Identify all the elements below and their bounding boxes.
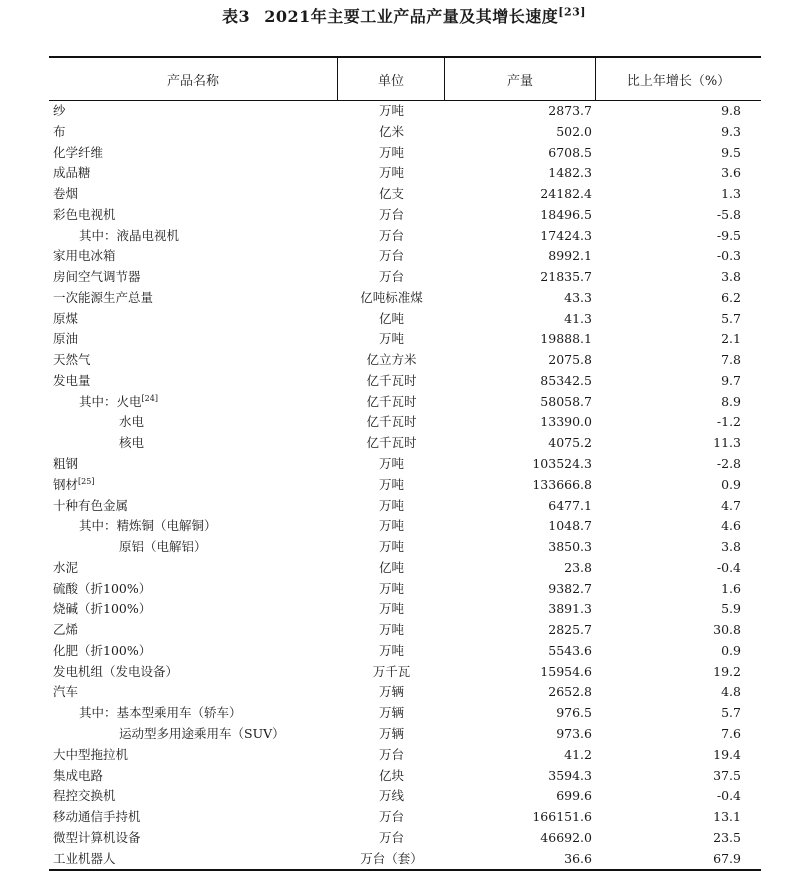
table-row [49,724,761,745]
header-unit: 单位 [338,58,445,100]
product-name: 天然气 [53,352,91,368]
product-name: 卷烟 [53,186,79,202]
product-name-cell [49,786,338,807]
unit-cell: 万千瓦 [372,663,411,679]
unit-cell: 万吨 [378,103,404,118]
product-name: 房间空气调节器 [53,269,141,285]
output-cell: 2825.7 [548,622,592,638]
growth-cell: 7.6 [721,725,741,741]
growth-cell: -0.4 [716,788,741,804]
unit-cell: 万吨 [378,331,404,347]
product-name-cell [49,475,338,496]
growth-cell: -5.8 [716,206,741,222]
table-row [49,163,761,184]
product-name-cell [49,205,338,226]
product-name: 程控交换机 [53,788,116,804]
product-name-cell [49,558,338,579]
table-row [49,766,761,787]
output-cell: 43.3 [564,289,592,305]
product-name-cell [49,496,338,517]
product-name-cell [49,267,338,288]
product-name: 其中：液晶电视机 [79,227,180,243]
product-name-cell [49,454,338,475]
header-growth: 比上年增长（%） [626,73,731,89]
table-row [49,122,761,143]
growth-cell: 7.8 [721,352,741,368]
table-row [49,703,761,724]
table-row [49,184,761,205]
product-name-cell [49,226,338,247]
table-row [49,329,761,350]
output-cell: 18496.5 [540,206,592,222]
table-row [49,599,761,620]
table-title-text: 2021年主要工业产品产量及其增长速度 [264,7,559,26]
output-cell: 1482.3 [548,165,592,181]
product-name: 家用电冰箱 [53,248,116,264]
output-cell: 41.3 [564,310,592,326]
product-name-cell [49,745,338,766]
unit-cell: 万台 [378,809,404,825]
unit-cell: 万吨 [378,165,404,181]
unit-cell: 万台 [378,746,404,762]
growth-cell: 1.3 [721,186,741,202]
product-name-cell [49,849,338,870]
product-name: 微型计算机设备 [53,829,141,845]
unit-cell: 万吨 [378,476,404,492]
growth-cell: 6.2 [721,289,741,305]
output-cell: 17424.3 [540,227,592,243]
table-row [49,371,761,392]
growth-cell: 30.8 [713,622,741,638]
product-name-cell [49,662,338,683]
growth-cell: 11.3 [713,435,741,451]
growth-cell: 8.9 [721,393,741,409]
unit-cell: 万辆 [378,705,404,721]
output-cell: 21835.7 [540,269,592,285]
growth-cell: 0.9 [721,476,741,492]
unit-cell: 亿支 [378,186,404,202]
output-cell: 2652.8 [548,684,592,700]
product-name: 大中型拖拉机 [53,746,129,762]
table-row [49,433,761,454]
product-name: 核电 [119,435,145,451]
product-name-cell [49,537,338,558]
growth-cell: -0.4 [716,559,741,575]
output-cell: 3594.3 [548,767,592,783]
unit-cell: 亿吨 [378,559,404,575]
output-cell: 976.5 [556,705,592,721]
unit-cell: 万台 [378,248,404,264]
table-row [49,101,761,122]
table-row [49,849,761,870]
table-header [49,56,761,101]
output-cell: 19888.1 [540,331,592,347]
table-row [49,309,761,330]
growth-cell: 0.9 [721,642,741,658]
product-name: 布 [53,123,66,139]
output-cell: 85342.5 [540,372,592,388]
title-footnote-ref: [23] [558,5,586,19]
growth-cell: 23.5 [713,829,741,845]
growth-cell: -9.5 [716,227,741,243]
unit-cell: 万台 [378,269,404,285]
output-cell: 36.6 [564,850,592,866]
product-name-cell [49,682,338,703]
product-name-cell [49,350,338,371]
growth-cell: 19.2 [713,663,741,679]
product-name-cell [49,288,338,309]
unit-cell: 亿米 [378,123,404,139]
product-name: 发电机组（发电设备） [53,663,179,679]
growth-cell: 37.5 [713,767,741,783]
unit-cell: 万台 [378,206,404,222]
unit-cell: 亿千瓦时 [366,435,417,451]
table-row [49,662,761,683]
footnote-ref: [24] [141,393,158,403]
unit-cell: 亿千瓦时 [366,372,417,388]
unit-cell: 万辆 [378,684,404,700]
table-title [0,4,808,27]
table-number: 表3 [222,7,251,26]
growth-cell: 4.6 [721,518,741,534]
production-table [49,56,761,871]
growth-cell: 4.7 [721,497,741,513]
growth-cell: -0.3 [716,248,741,264]
unit-cell: 万吨 [378,518,404,534]
table-row [49,246,761,267]
table-row [49,807,761,828]
output-cell: 8992.1 [548,248,592,264]
unit-cell: 万吨 [378,144,404,160]
unit-cell: 万吨 [378,580,404,596]
unit-cell: 亿千瓦时 [366,414,417,430]
product-name: 一次能源生产总量 [53,289,154,305]
product-name-cell [49,433,338,454]
table-row [49,412,761,433]
product-name: 集成电路 [53,767,104,783]
product-name: 运动型多用途乘用车（SUV） [119,725,285,741]
product-name-cell [49,828,338,849]
header-product-name: 产品名称 [49,58,338,100]
growth-cell: -2.8 [716,456,741,472]
unit-cell: 万台 [378,227,404,243]
output-cell: 502.0 [556,123,592,139]
product-name: 硫酸（折100%） [53,580,152,596]
table-row [49,288,761,309]
growth-cell: 13.1 [713,809,741,825]
unit-cell: 万线 [378,788,404,804]
growth-cell: 5.7 [721,310,741,326]
growth-cell: 9.3 [721,123,741,139]
unit-cell: 万台（套） [360,850,423,866]
table-row [49,496,761,517]
output-cell: 24182.4 [540,186,592,202]
product-name: 原油 [53,331,79,347]
product-name-cell [49,246,338,267]
unit-cell: 亿立方米 [366,352,417,368]
table-row [49,745,761,766]
growth-cell: 19.4 [713,746,741,762]
product-name-cell [49,184,338,205]
output-cell: 15954.6 [540,663,592,679]
product-name-cell [49,807,338,828]
growth-cell: 9.7 [721,372,741,388]
unit-cell: 亿块 [378,767,404,783]
product-name: 汽车 [53,684,79,700]
growth-cell: 5.7 [721,705,741,721]
output-cell: 6708.5 [548,144,592,160]
table-row [49,205,761,226]
unit-cell: 万吨 [378,601,404,617]
product-name-cell [49,309,338,330]
product-name-cell [49,122,338,143]
product-name: 其中：精炼铜（电解铜） [79,518,217,534]
output-cell: 13390.0 [540,414,592,430]
unit-cell: 万辆 [378,725,404,741]
output-cell: 133666.8 [532,476,592,492]
header-output: 产量 [445,58,596,100]
output-cell: 5543.6 [548,642,592,658]
table-row [49,350,761,371]
product-name: 化肥（折100%） [53,642,152,658]
table-row [49,641,761,662]
growth-cell: 67.9 [713,850,741,866]
product-name: 原铝（电解铝） [119,539,207,555]
product-name-cell [49,620,338,641]
product-name-cell [49,516,338,537]
growth-cell: 9.5 [721,144,741,160]
product-name: 移动通信手持机 [53,809,141,825]
product-name: 纱 [53,103,66,118]
product-name: 工业机器人 [53,850,116,866]
growth-cell: 3.8 [721,539,741,555]
product-name-cell [49,724,338,745]
unit-cell: 亿吨 [378,310,404,326]
growth-cell: 2.1 [721,331,741,347]
product-name: 水电 [119,414,145,430]
unit-cell: 万吨 [378,642,404,658]
growth-cell: -1.2 [716,414,741,430]
output-cell: 4075.2 [548,435,592,451]
output-cell: 58058.7 [540,393,592,409]
output-cell: 973.6 [556,725,592,741]
table-row [49,786,761,807]
table-row [49,267,761,288]
product-name-cell [49,703,338,724]
growth-cell: 3.6 [721,165,741,181]
output-cell: 103524.3 [532,456,592,472]
output-cell: 2873.7 [548,103,592,118]
table-row [49,828,761,849]
growth-cell: 1.6 [721,580,741,596]
product-name-cell [49,101,338,122]
table-row [49,579,761,600]
output-cell: 6477.1 [548,497,592,513]
growth-cell: 4.8 [721,684,741,700]
product-name-cell [49,143,338,164]
product-name: 水泥 [53,559,79,575]
product-name: 原煤 [53,310,79,326]
product-name: 十种有色金属 [53,497,129,513]
output-cell: 166151.6 [532,809,592,825]
output-cell: 3891.3 [548,601,592,617]
product-name-cell [49,163,338,184]
unit-cell: 万吨 [378,456,404,472]
unit-cell: 万吨 [378,497,404,513]
table-row [49,682,761,703]
product-name-cell [49,599,338,620]
unit-cell: 万吨 [378,539,404,555]
output-cell: 23.8 [564,559,592,575]
table-row [49,454,761,475]
product-name: 烧碱（折100%） [53,601,152,617]
table-row [49,558,761,579]
output-cell: 1048.7 [548,518,592,534]
product-name-cell [49,412,338,433]
product-name-cell [49,392,338,413]
unit-cell: 万台 [378,829,404,845]
product-name: 化学纤维 [53,144,104,160]
product-name: 其中：火电 [79,393,142,409]
table-body [49,101,761,871]
product-name: 彩色电视机 [53,206,116,222]
growth-cell: 5.9 [721,601,741,617]
growth-cell: 3.8 [721,269,741,285]
unit-cell: 万吨 [378,622,404,638]
unit-cell: 亿千瓦时 [366,393,417,409]
output-cell: 2075.8 [548,352,592,368]
table-row [49,537,761,558]
product-name-cell [49,766,338,787]
product-name: 其中：基本型乘用车（轿车） [79,705,242,721]
product-name-cell [49,579,338,600]
table-row [49,620,761,641]
product-name-cell [49,641,338,662]
table-row [49,143,761,164]
product-name: 发电量 [53,372,91,388]
unit-cell: 亿吨标准煤 [360,289,423,305]
product-name-cell [49,329,338,350]
output-cell: 3850.3 [548,539,592,555]
table-row [49,226,761,247]
product-name: 粗钢 [53,456,79,472]
product-name: 钢材 [53,476,79,492]
output-cell: 41.2 [564,746,592,762]
product-name-cell [49,371,338,392]
footnote-ref: [25] [78,476,95,486]
output-cell: 9382.7 [548,580,592,596]
product-name: 成品糖 [53,165,91,181]
growth-cell: 9.8 [721,103,741,118]
product-name: 乙烯 [53,622,79,638]
table-row [49,516,761,537]
table-row [49,392,761,413]
output-cell: 46692.0 [540,829,592,845]
output-cell: 699.6 [556,788,592,804]
table-row [49,475,761,496]
